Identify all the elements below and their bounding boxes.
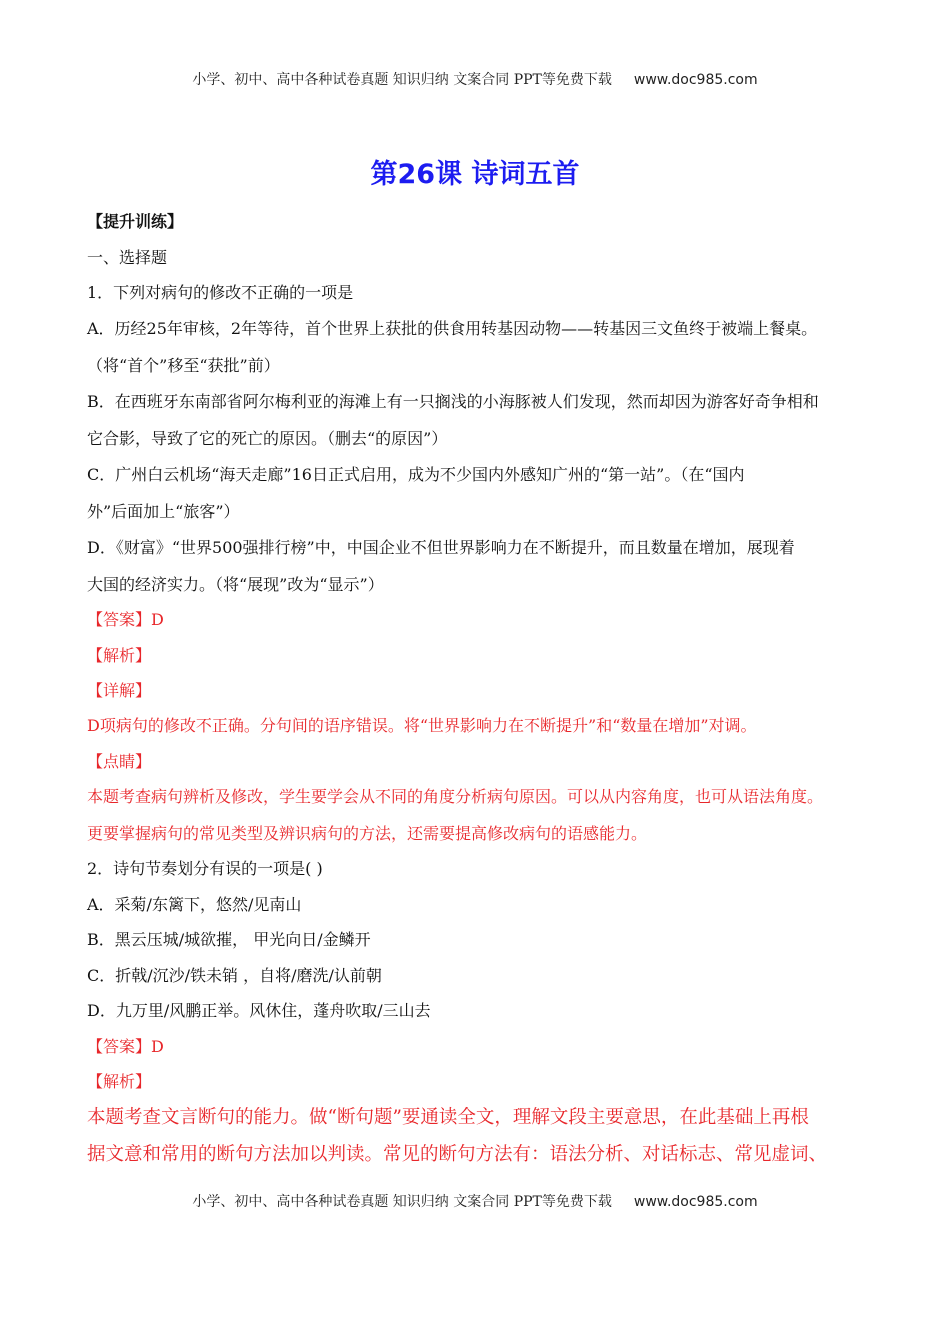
q1-stem: 1．下列对病句的修改不正确的一项是: [87, 283, 354, 302]
footer-url: www.doc985.com: [633, 1194, 758, 1210]
q2-option: D．九万里/风鹏正举。风休住，蓬舟吹取/三山去: [87, 1001, 431, 1020]
q2-analysis-line: 本题考查文言断句的能力。做“断句题”要通读全文，理解文段主要意思，在此基础上再根: [87, 1107, 809, 1128]
q2-option: A．采菊/东篱下，悠然/见南山: [87, 895, 302, 914]
header-text: 小学、初中、高中各种试卷真题 知识归纳 文案合同 PPT等免费下载: [192, 72, 612, 88]
q1-line: 它合影，导致了它的死亡的原因。（删去“的原因”）: [87, 429, 448, 448]
q2-stem: 2．诗句节奏划分有误的一项是( ): [87, 859, 323, 878]
q1-line: C．广州白云机场“海天走廊”16日正式启用，成为不少国内外感知广州的“第一站”。（在“国内: [87, 465, 745, 484]
q1-tip-line: 本题考查病句辨析及修改，学生要学会从不同的角度分析病句原因。可以从内容角度，也可从语法角度。: [87, 787, 824, 806]
q1-answer: 【答案】D: [87, 610, 164, 629]
q2-answer: 【答案】D: [87, 1037, 164, 1056]
q1-line: 大国的经济实力。（将“展现”改为“显示”）: [87, 575, 384, 594]
q1-line: B．在西班牙东南部省阿尔梅利亚的海滩上有一只搁浅的小海豚被人们发现，然而却因为游客好奇争相和: [87, 392, 819, 411]
page-title: 第26课 诗词五首: [370, 159, 580, 190]
q1-tip-label: 【点睛】: [87, 752, 152, 771]
part-heading: 一、选择题: [87, 248, 168, 267]
q1-line: （将“首个”移至“获批”前）: [87, 356, 280, 375]
q2-option: C．折戟/沉沙/铁未销 ，自将/磨洗/认前朝: [87, 966, 382, 985]
q2-analysis-label: 【解析】: [87, 1072, 152, 1091]
q2-option: B．黑云压城/城欲摧， 甲光向日/金鳞开: [87, 930, 371, 949]
q2-analysis-line: 据文意和常用的断句方法加以判读。常见的断句方法有：语法分析、对话标志、常见虚词、: [87, 1144, 828, 1165]
q1-tip-line: 更要掌握病句的常见类型及辨识病句的方法，还需要提高修改病句的语感能力。: [87, 824, 648, 843]
q1-line: 外”后面加上“旅客”）: [87, 502, 240, 521]
page-header: [0, 69, 950, 89]
q1-detail-label: 【详解】: [87, 681, 152, 700]
header-url: www.doc985.com: [633, 72, 758, 88]
q1-line: A．历经25年审核，2年等待，首个世界上获批的供食用转基因动物——转基因三文鱼终于被端上餐桌。: [87, 319, 818, 338]
section-heading: 【提升训练】: [87, 212, 184, 231]
q1-analysis-label: 【解析】: [87, 646, 152, 665]
q1-line: D．《财富》“世界500强排行榜”中，中国企业不但世界影响力在不断提升，而且数量在增加，展现着: [87, 538, 795, 557]
footer-text: 小学、初中、高中各种试卷真题 知识归纳 文案合同 PPT等免费下载: [192, 1194, 612, 1210]
page-footer: [0, 1191, 950, 1211]
q1-detail-text: D项病句的修改不正确。分句间的语序错误。将“世界影响力在不断提升”和“数量在增加”对调。: [87, 716, 757, 735]
